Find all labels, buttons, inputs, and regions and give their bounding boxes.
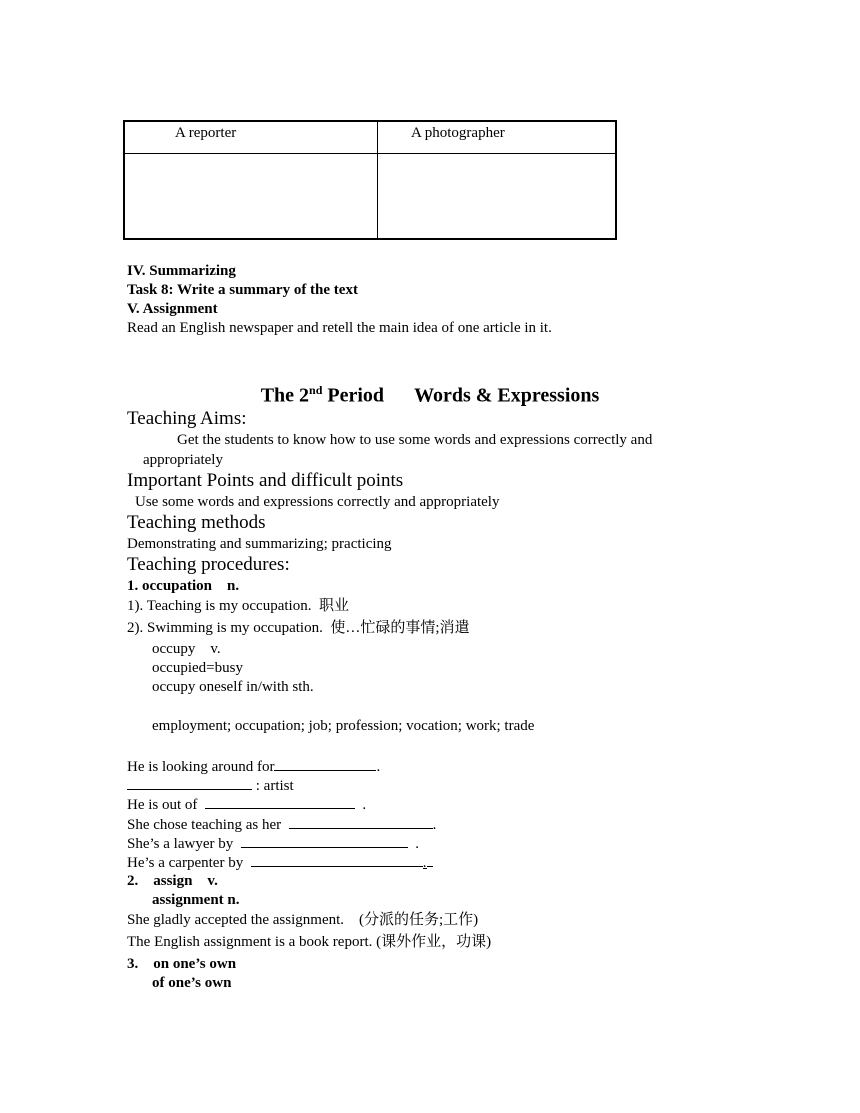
- of-ones-own: of one’s own: [152, 975, 232, 991]
- photographer-header: A photographer: [411, 125, 505, 141]
- table-empty-cell: [378, 154, 617, 240]
- table-header-cell: [378, 121, 617, 154]
- occupation-example-2: 2). Swimming is my occupation. 使…忙碌的事情;消遣: [127, 620, 470, 636]
- exercise-6: He’s a carpenter by .: [127, 852, 433, 873]
- assign-example-2: The English assignment is a book report. (课外作业，功课): [127, 934, 492, 950]
- answer-blank[interactable]: [241, 833, 408, 848]
- answer-blank[interactable]: [127, 775, 252, 790]
- reporter-header: A reporter: [175, 125, 237, 141]
- teaching-methods-heading: Teaching methods: [127, 512, 266, 533]
- comparison-table: [123, 120, 617, 240]
- exercise-2: : artist: [127, 775, 294, 796]
- teaching-methods-text: Demonstrating and summarizing; practicing: [127, 536, 392, 552]
- assign-example-1: She gladly accepted the assignment. (分派的任务;工作): [127, 912, 479, 928]
- exercise-1: He is looking around for .: [127, 756, 380, 777]
- assignment-heading: V. Assignment: [127, 301, 218, 317]
- answer-blank[interactable]: [274, 756, 376, 771]
- answer-blank[interactable]: [251, 852, 423, 867]
- teaching-procedures-heading: Teaching procedures:: [127, 554, 290, 575]
- teaching-aims-text-cont: appropriately: [143, 452, 223, 468]
- occupation-synonyms: employment; occupation; job; profession; vocation; work; trade: [152, 718, 535, 734]
- occupation-example-1: 1). Teaching is my occupation. 职业: [127, 598, 349, 614]
- exercise-5: She’s a lawyer by .: [127, 833, 419, 854]
- occupy-verb: occupy v.: [152, 641, 221, 657]
- important-points-text: Use some words and expressions correctly and appropriately: [135, 494, 500, 510]
- summarizing-heading: IV. Summarizing: [127, 263, 236, 279]
- exercise-4: She chose teaching as her .: [127, 814, 436, 835]
- important-points-heading: Important Points and difficult points: [127, 470, 404, 491]
- item-on-ones-own-heading: 3. on one’s own: [127, 956, 237, 972]
- exercise-3: He is out of .: [127, 794, 366, 815]
- assignment-noun: assignment n.: [152, 892, 240, 908]
- item-occupation-heading: 1. occupation n.: [127, 578, 240, 594]
- item-assign-heading: 2. assign v.: [127, 873, 218, 889]
- assignment-text: Read an English newspaper and retell the main idea of one article in it.: [127, 320, 552, 336]
- answer-blank[interactable]: [205, 794, 355, 809]
- teaching-aims-heading: Teaching Aims:: [127, 408, 247, 429]
- occupy-oneself: occupy oneself in/with sth.: [152, 679, 314, 695]
- answer-blank[interactable]: [289, 814, 433, 829]
- table-empty-cell: [124, 154, 378, 240]
- occupied-busy: occupied=busy: [152, 660, 243, 676]
- task-8-heading: Task 8: Write a summary of the text: [127, 282, 358, 298]
- table-header-cell: [124, 121, 378, 154]
- teaching-aims-text: Get the students to know how to use some words and expressions correctly and: [177, 432, 653, 448]
- period-title: The 2nd Period Words & Expressions: [260, 383, 600, 407]
